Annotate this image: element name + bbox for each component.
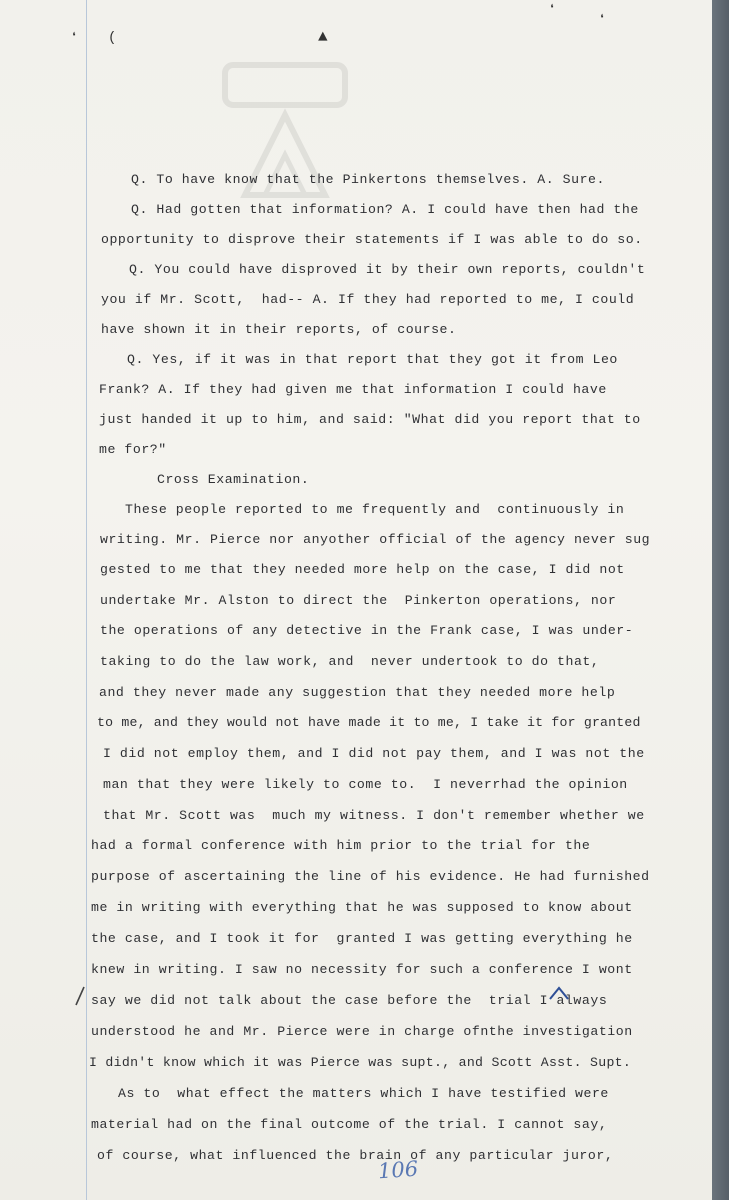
text-line: undertake Mr. Alston to direct the Pinkerton operations, nor [100,593,617,608]
text-line: Q. You could have disproved it by their own reports, couldn't [129,262,646,277]
margin-tick-icon [73,985,87,1007]
page-number: 106 [377,1156,419,1184]
text-line: the case, and I took it for granted I was getting everything he [91,931,633,946]
text-line: gested to me that they needed more help on the case, I did not [100,562,625,577]
text-line: knew in writing. I saw no necessity for such a conference I wont [91,962,633,977]
text-line: Q. Yes, if it was in that report that they got it from Leo [127,352,618,367]
text-line: Q. To have know that the Pinkertons themselves. A. Sure. [131,172,605,187]
text-line: me for?" [99,442,167,457]
text-line: Frank? A. If they had given me that information I could have [99,382,607,397]
text-line: say we did not talk about the case before the trial I always [91,993,608,1008]
text-line: As to what effect the matters which I have testified were [118,1086,609,1101]
text-line: opportunity to disprove their statements if I was able to do so. [101,232,643,247]
text-line: I didn't know which it was Pierce was supt., and Scott Asst. Supt. [89,1055,632,1070]
caret-insertion-icon [548,985,570,1001]
punch-mark-icon: ▲ [318,28,328,46]
text-line: purpose of ascertaining the line of his evidence. He had furnished [91,869,650,884]
text-line: have shown it in their reports, of course. [101,322,457,337]
text-line: man that they were likely to come to. I neverrhad the opinion [103,777,628,792]
section-heading: Cross Examination. [157,472,310,487]
margin-rule [86,0,87,1200]
text-line: material had on the final outcome of the trial. I cannot say, [91,1117,608,1132]
text-line: Q. Had gotten that information? A. I could have then had the [131,202,639,217]
text-line: to me, and they would not have made it to me, I take it for granted [97,715,641,730]
text-line: the operations of any detective in the Frank case, I was under- [100,623,634,638]
punch-mark-icon: ❛ [70,31,79,47]
text-line: writing. Mr. Pierce nor anyother official of the agency never sug [100,532,651,547]
background-edge [712,0,729,1200]
punch-mark-icon: ❛ [598,13,607,29]
punch-mark-icon: ❛ [548,3,557,19]
text-line: understood he and Mr. Pierce were in charge ofnthe investigation [91,1024,633,1039]
text-line: you if Mr. Scott, had-- A. If they had reported to me, I could [101,292,635,307]
text-line: of course, what influenced the brain of any particular juror, [97,1148,614,1163]
text-line: me in writing with everything that he was supposed to know about [91,900,633,915]
text-line: taking to do the law work, and never undertook to do that, [100,654,600,669]
text-line: that Mr. Scott was much my witness. I don't remember whether we [103,808,645,823]
text-line: and they never made any suggestion that they needed more help [99,685,616,700]
text-line: These people reported to me frequently and continuously in [125,502,625,517]
text-line: just handed it up to him, and said: "What did you report that to [99,412,641,427]
punch-mark-icon: ( [108,30,117,46]
text-line: had a formal conference with him prior to the trial for the [91,838,591,853]
text-line: I did not employ them, and I did not pay them, and I was not the [103,746,645,761]
